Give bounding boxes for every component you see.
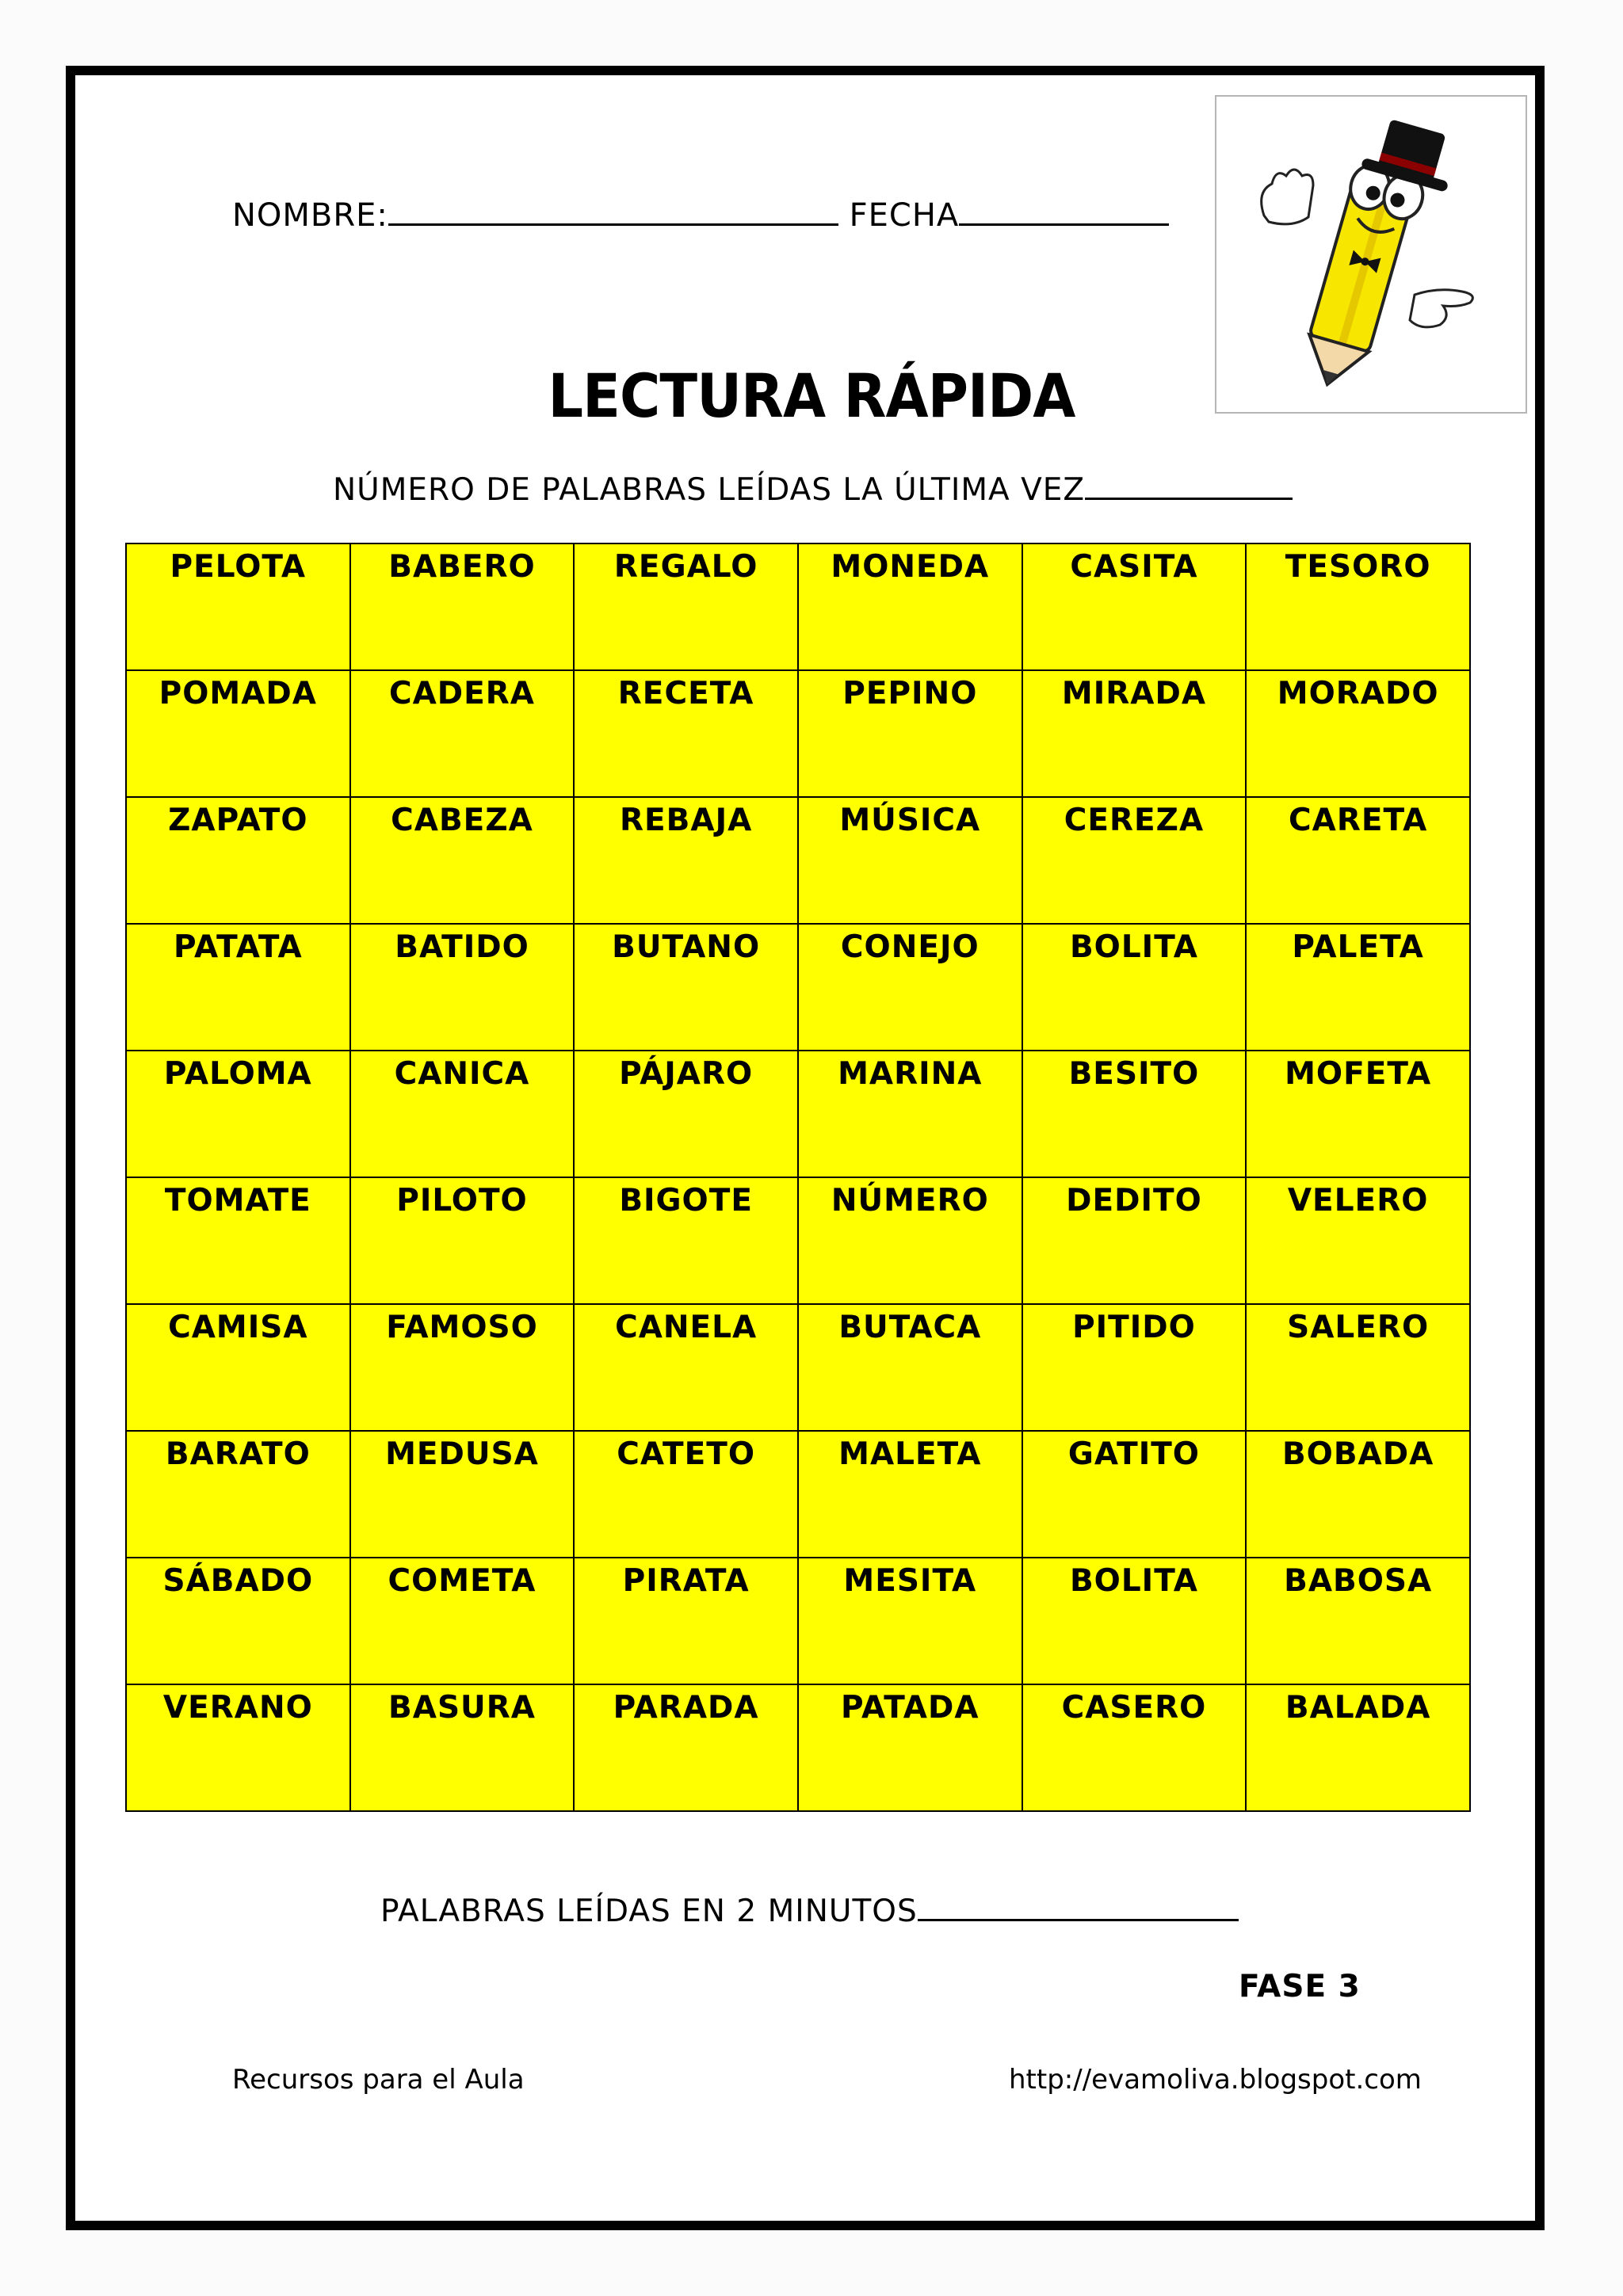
word-cell: BABERO	[350, 543, 575, 670]
word-cell: BOLITA	[1022, 1558, 1247, 1684]
word-cell: POMADA	[126, 670, 350, 797]
word-cell: BARATO	[126, 1431, 350, 1558]
word-row	[126, 1177, 1470, 1304]
words-read-2min-label: PALABRAS LEÍDAS EN 2 MINUTOS	[380, 1894, 918, 1929]
word-cell: VERANO	[126, 1684, 350, 1811]
word-cell: PÁJARO	[574, 1051, 798, 1177]
word-row	[126, 924, 1470, 1051]
word-cell: CATETO	[574, 1431, 798, 1558]
word-cell: BOBADA	[1246, 1431, 1470, 1558]
word-row	[126, 543, 1470, 670]
word-row	[126, 797, 1470, 924]
last-read-blank[interactable]	[1085, 472, 1293, 500]
word-cell: CONEJO	[798, 924, 1022, 1051]
word-cell: BASURA	[350, 1684, 575, 1811]
word-cell: PILOTO	[350, 1177, 575, 1304]
word-cell: BESITO	[1022, 1051, 1247, 1177]
word-cell: VELERO	[1246, 1177, 1470, 1304]
word-cell: RECETA	[574, 670, 798, 797]
word-cell: CAMISA	[126, 1304, 350, 1431]
last-read-label: NÚMERO DE PALABRAS LEÍDAS LA ÚLTIMA VEZ	[333, 472, 1086, 508]
footer-source: Recursos para el Aula	[232, 2064, 525, 2096]
word-cell: MONEDA	[798, 543, 1022, 670]
word-cell: MALETA	[798, 1431, 1022, 1558]
word-cell: PELOTA	[126, 543, 350, 670]
word-cell: MIRADA	[1022, 670, 1247, 797]
word-cell: MOFETA	[1246, 1051, 1470, 1177]
word-cell: MORADO	[1246, 670, 1470, 797]
word-cell: PEPINO	[798, 670, 1022, 797]
word-row	[126, 1558, 1470, 1684]
word-cell: FAMOSO	[350, 1304, 575, 1431]
name-blank[interactable]	[388, 196, 838, 226]
date-label: FECHA	[849, 197, 960, 234]
word-cell: CADERA	[350, 670, 575, 797]
word-cell: REBAJA	[574, 797, 798, 924]
word-cell: PARADA	[574, 1684, 798, 1811]
word-cell: BUTACA	[798, 1304, 1022, 1431]
word-row	[126, 1304, 1470, 1431]
word-row	[126, 1684, 1470, 1811]
date-blank[interactable]	[959, 196, 1169, 226]
word-cell: ZAPATO	[126, 797, 350, 924]
word-grid	[125, 543, 1471, 1812]
word-cell: COMETA	[350, 1558, 575, 1684]
word-cell: CABEZA	[350, 797, 575, 924]
word-cell: PITIDO	[1022, 1304, 1247, 1431]
word-row	[126, 670, 1470, 797]
word-cell: SÁBADO	[126, 1558, 350, 1684]
word-cell: PATATA	[126, 924, 350, 1051]
word-cell: CASERO	[1022, 1684, 1247, 1811]
phase-label: FASE 3	[1239, 1969, 1361, 2004]
word-cell: BOLITA	[1022, 924, 1247, 1051]
word-cell: MARINA	[798, 1051, 1022, 1177]
page-title: LECTURA RÁPIDA	[548, 360, 1075, 431]
header-fields	[232, 196, 1169, 234]
word-cell: BIGOTE	[574, 1177, 798, 1304]
word-row	[126, 1051, 1470, 1177]
word-cell: BABOSA	[1246, 1558, 1470, 1684]
word-cell: CANICA	[350, 1051, 575, 1177]
word-cell: CANELA	[574, 1304, 798, 1431]
word-cell: BUTANO	[574, 924, 798, 1051]
word-cell: PATADA	[798, 1684, 1022, 1811]
words-read-2min-blank[interactable]	[918, 1894, 1239, 1921]
word-cell: NÚMERO	[798, 1177, 1022, 1304]
word-cell: MESITA	[798, 1558, 1022, 1684]
word-cell: GATITO	[1022, 1431, 1247, 1558]
last-read-field	[333, 472, 1293, 508]
word-cell: CARETA	[1246, 797, 1470, 924]
word-cell: MEDUSA	[350, 1431, 575, 1558]
word-cell: PIRATA	[574, 1558, 798, 1684]
word-cell: PALOMA	[126, 1051, 350, 1177]
word-cell: TESORO	[1246, 543, 1470, 670]
word-cell: MÚSICA	[798, 797, 1022, 924]
words-read-2min-field	[380, 1894, 1239, 1929]
word-cell: BALADA	[1246, 1684, 1470, 1811]
word-cell: CEREZA	[1022, 797, 1247, 924]
word-cell: PALETA	[1246, 924, 1470, 1051]
word-cell: DEDITO	[1022, 1177, 1247, 1304]
word-cell: REGALO	[574, 543, 798, 670]
name-label: NOMBRE:	[232, 197, 388, 234]
word-cell: CASITA	[1022, 543, 1247, 670]
footer-url[interactable]: http://evamoliva.blogspot.com	[1009, 2064, 1422, 2096]
word-cell: TOMATE	[126, 1177, 350, 1304]
word-cell: SALERO	[1246, 1304, 1470, 1431]
word-row	[126, 1431, 1470, 1558]
word-cell: BATIDO	[350, 924, 575, 1051]
